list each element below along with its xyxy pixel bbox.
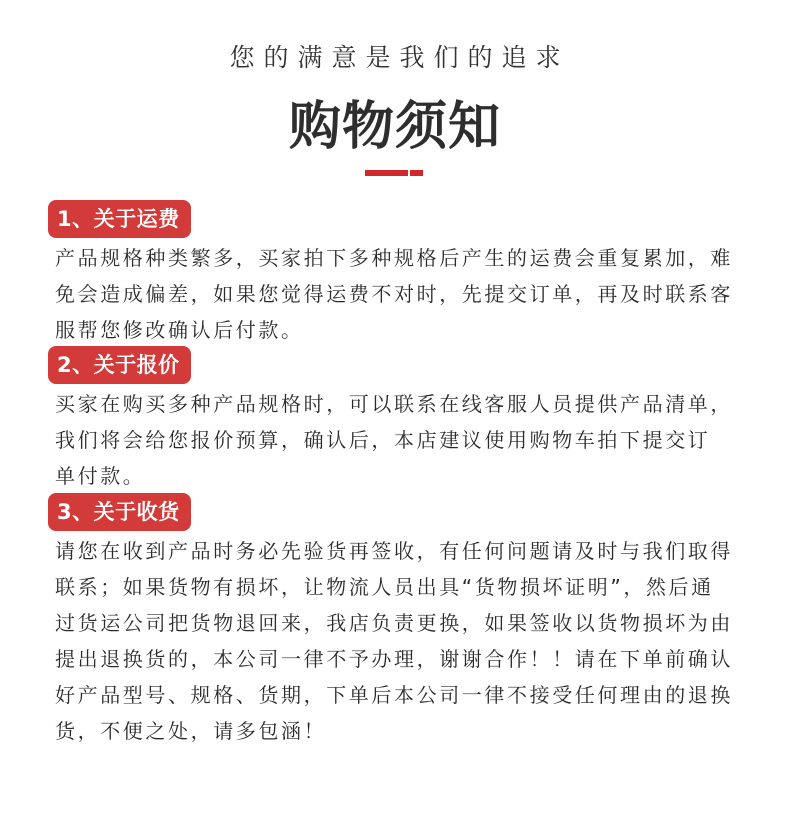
section-pricing [48, 346, 748, 494]
body-line: 联系；如果货物有损坏，让物流人员出具“货物损坏证明”，然后通 [55, 575, 714, 599]
divider-bar-long [365, 170, 408, 176]
section-body [55, 386, 745, 494]
body-line: 过货运公司把货物退回来，我店负责更换，如果签收以货物损坏为由 [55, 611, 733, 635]
page-subtitle: 您的满意是我们的追求 [229, 43, 570, 72]
section-body [55, 240, 745, 348]
body-line: 买家在购买多种产品规格时，可以联系在线客服人员提供产品清单， [55, 392, 733, 416]
body-line: 请您在收到产品时务必先验货再签收，有任何问题请及时与我们取得 [55, 539, 733, 563]
body-line: 提出退换货的，本公司一律不予办理，谢谢合作！！请在下单前确认 [55, 647, 733, 671]
section-badge: 1、关于运费 [48, 200, 191, 238]
section-body [55, 533, 745, 749]
body-line: 货，不便之处，请多包涵！ [55, 719, 327, 743]
title-divider [365, 170, 423, 176]
body-line: 好产品型号、规格、货期，下单后本公司一律不接受任何理由的退换 [55, 683, 733, 707]
divider-bar-short [410, 170, 423, 176]
page-title: 购物须知 [288, 97, 501, 157]
body-line: 服帮您修改确认后付款。 [55, 318, 304, 342]
section-shipping [48, 200, 748, 348]
body-line: 我们将会给您报价预算，确认后，本店建议使用购物车拍下提交订 [55, 428, 711, 452]
section-receiving [48, 493, 748, 749]
body-line: 产品规格种类繁多，买家拍下多种规格后产生的运费会重复累加，难 [55, 246, 733, 270]
section-badge: 2、关于报价 [48, 346, 191, 384]
body-line: 免会造成偏差，如果您觉得运费不对时，先提交订单，再及时联系客 [55, 282, 733, 306]
body-line: 单付款。 [55, 464, 146, 488]
section-badge: 3、关于收货 [48, 493, 191, 531]
